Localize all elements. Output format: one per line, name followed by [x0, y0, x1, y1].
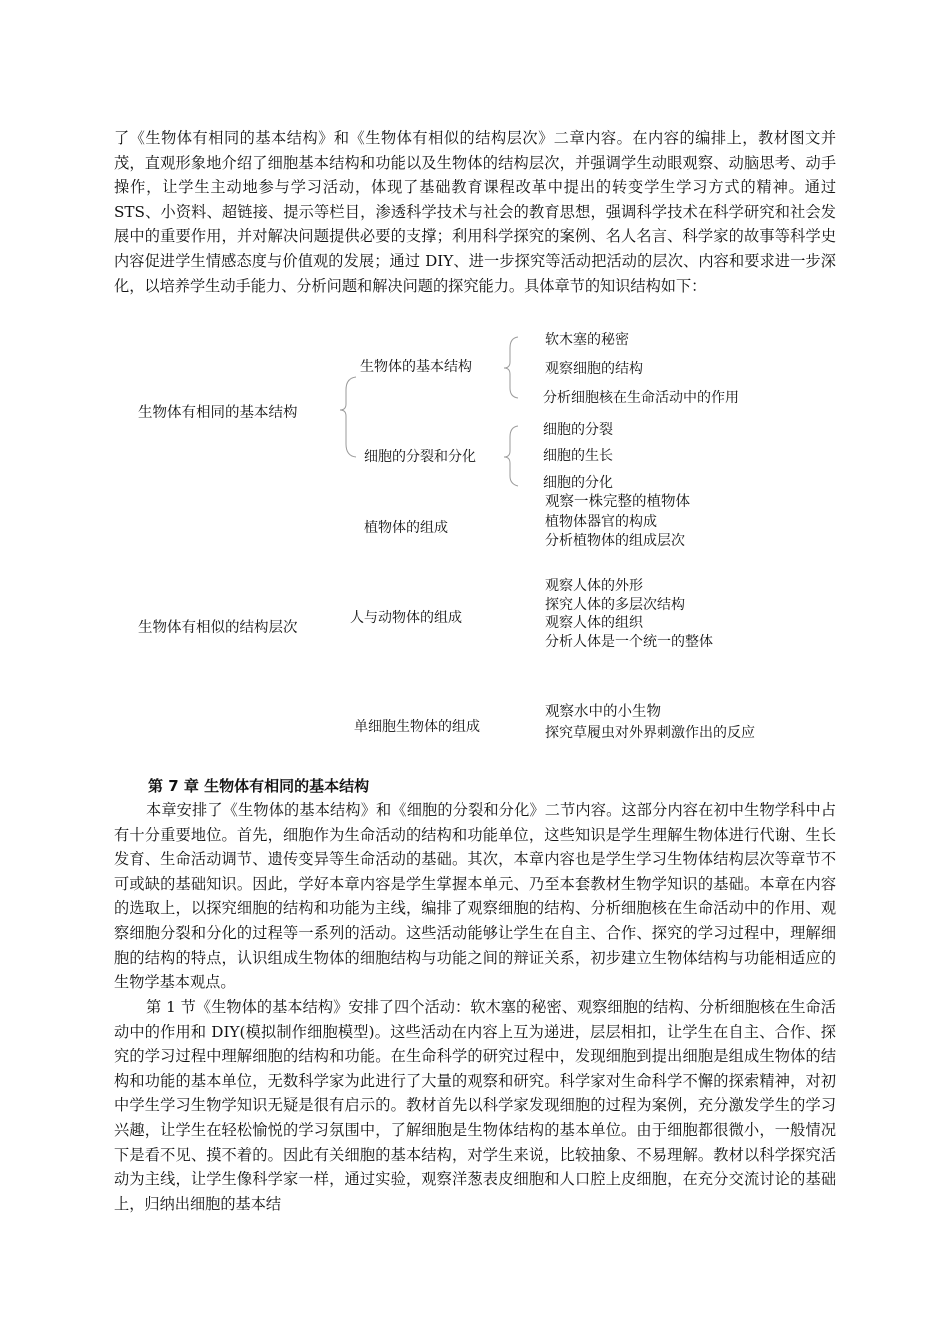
item-cell-division: 细胞的分裂	[543, 422, 613, 438]
item-cell-growth: 细胞的生长	[543, 448, 613, 464]
chapter7-root: 生物体有相同的基本结构	[138, 405, 298, 421]
item-human-tissue: 观察人体的组织	[545, 615, 643, 631]
item-paramecium: 探究草履虫对外界刺激作出的反应	[545, 725, 755, 741]
item-cell-differentiation: 细胞的分化	[543, 475, 613, 491]
brace-section1	[504, 337, 518, 398]
item-human-whole: 分析人体是一个统一的整体	[545, 634, 713, 650]
section-plant: 植物体的组成	[364, 520, 448, 536]
brace-section2	[504, 426, 518, 486]
chapter8-root: 生物体有相似的结构层次	[138, 620, 298, 636]
item-water-organisms: 观察水中的小生物	[545, 704, 661, 720]
section-single-cell: 单细胞生物体的组成	[354, 719, 480, 735]
item-observe-plant: 观察一株完整的植物体	[545, 494, 690, 510]
intro-paragraph: 了《生物体有相同的基本结构》和《生物体有相似的结构层次》二章内容。在内容的编排上，教材图文并茂，直观形象地介绍了细胞基本结构和功能以及生物体的结构层次，并强调学生动眼观察、动脑思考、动手操作，让学生主动地参与学习活动，体现了基础教育课程改革中提出的转变学生学习方式的精神。通过 STS、小资料、超链接、提示等栏目，渗透科学技术与社会的教育思想，强调科学技术在科学研究和社会发展中的重要作用，并对解决问题提供必要的支撑；利用科学探究的案例、名人名言、科学家的故事等科学史内容促进学生情感态度与价值观的发展；通过 DIY、进一步探究等活动把活动的层次、内容和要求进一步深化，以培养学生动手能力、分析问题和解决问题的探究能力。具体章节的知识结构如下：	[114, 129, 836, 295]
section-human-animal: 人与动物体的组成	[350, 610, 462, 626]
item-human-shape: 观察人体的外形	[545, 578, 643, 594]
item-observe-cell: 观察细胞的结构	[545, 361, 643, 377]
item-plant-levels: 分析植物体的组成层次	[545, 533, 685, 549]
section-division: 细胞的分裂和分化	[364, 449, 476, 465]
item-nucleus-role: 分析细胞核在生命活动中的作用	[543, 390, 739, 406]
item-plant-organs: 植物体器官的构成	[545, 514, 657, 530]
chapter-heading: 第 7 章 生物体有相同的基本结构	[148, 777, 370, 795]
chapter-paragraph-2: 第 1 节《生物体的基本结构》安排了四个活动：软木塞的秘密、观察细胞的结构、分析细胞核在生命活动中的作用和 DIY(模拟制作细胞模型)。这些活动在内容上互为递进，层层相扣，让学生在自主、合作、探究的学习过程中理解细胞的结构和功能。在生命科学的研究过程中，发现细胞到提出细胞是组成生物体的结构和功能的基本单位，无数科学家为此进行了大量的观察和研究。科学家对生命科学不懈的探索精神，对初中学生学习生物学知识无疑是很有启示的。教材首先以科学家发现细胞的过程为案例，充分激发学生的学习兴趣，让学生在轻松愉悦的学习氛围中，了解细胞是生物体结构的基本单位。由于细胞都很微小，一般情况下是看不见、摸不着的。因此有关细胞的基本结构，对学生来说，比较抽象、不易理解。教材以科学探究活动为主线，让学生像科学家一样，通过实验，观察洋葱表皮细胞和人口腔上皮细胞，在充分交流讨论的基础上，归纳出细胞的基本结	[114, 998, 836, 1213]
item-cork-secret: 软木塞的秘密	[545, 332, 629, 348]
brace-chapter7	[340, 377, 356, 457]
section-basic-structure: 生物体的基本结构	[360, 359, 472, 375]
chapter-paragraph-1: 本章安排了《生物体的基本结构》和《细胞的分裂和分化》二节内容。这部分内容在初中生物学科中占有十分重要地位。首先，细胞作为生命活动的结构和功能单位，这些知识是学生理解生物体进行代谢、生长发育、生命活动调节、遗传变异等生命活动的基础。其次，本章内容也是学生学习生物体结构层次等章节不可或缺的基础知识。因此，学好本章内容是学生掌握本单元、乃至本套教材生物学知识的基础。本章在内容的选取上，以探究细胞的结构和功能为主线，编排了观察细胞的结构、分析细胞核在生命活动中的作用、观察细胞分裂和分化的过程等一系列的活动。这些活动能够让学生在自主、合作、探究的学习过程中，理解细胞的结构的特点，认识组成生物体的细胞结构与功能之间的辩证关系，初步建立生物体结构与功能相适应的生物学基本观点。	[114, 801, 836, 992]
item-human-levels: 探究人体的多层次结构	[545, 597, 685, 613]
